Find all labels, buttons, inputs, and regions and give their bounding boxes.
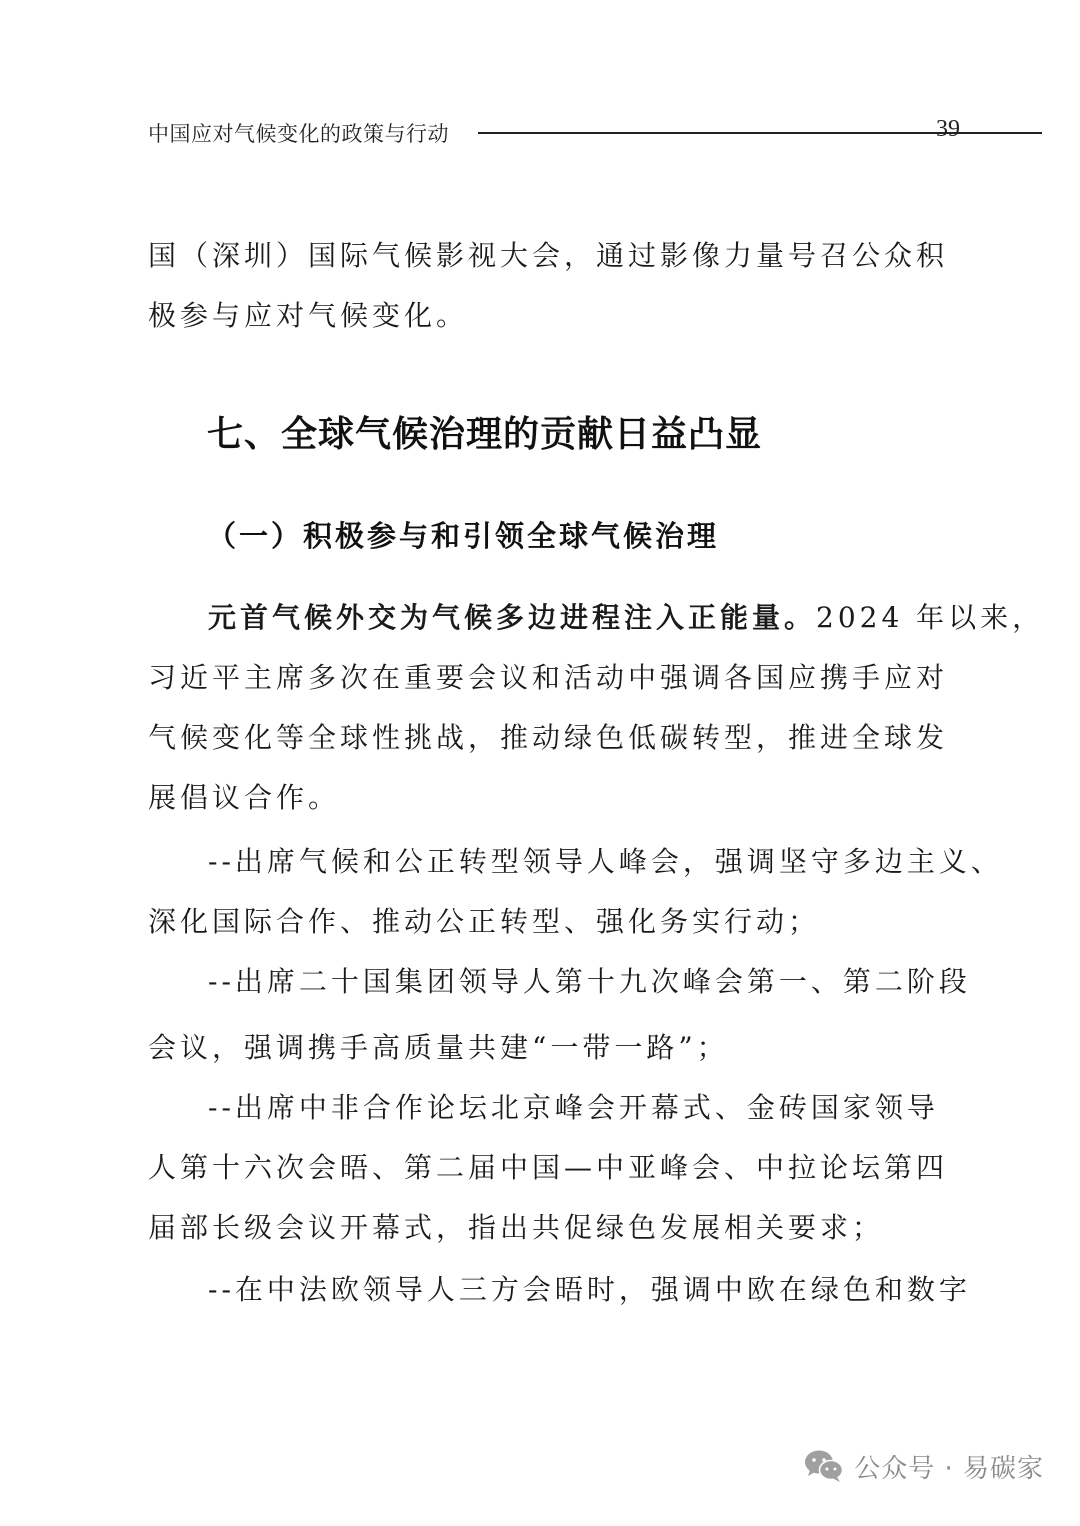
text-line: 气候变化等全球性挑战，推动绿色低碳转型，推进全球发: [148, 721, 949, 754]
wechat-icon: [804, 1449, 844, 1483]
text-line: --出席二十国集团领导人第十九次峰会第一、第二阶段: [208, 965, 971, 998]
text-line: 会议，强调携手高质量共建“一带一路”；: [148, 1031, 729, 1064]
watermark-text: 公众号 · 易碳家: [854, 1453, 1044, 1484]
text-line: --在中法欧领导人三方会晤时，强调中欧在绿色和数字: [208, 1273, 971, 1306]
running-header: [148, 116, 960, 152]
bullet-item: [148, 1078, 949, 1258]
section-heading: 七、全球气候治理的贡献日益凸显: [207, 414, 763, 455]
text-line: 届部长级会议开幕式，指出共促绿色发展相关要求；: [148, 1211, 885, 1244]
text-line: --出席气候和公正转型领导人峰会，强调坚守多边主义、: [208, 845, 1003, 878]
sub-heading: （一）积极参与和引领全球气候治理: [207, 519, 720, 553]
text-line: 展倡议合作。: [148, 781, 341, 814]
header-title: 中国应对气候变化的政策与行动: [148, 122, 449, 146]
text-line: --出席中非合作论坛北京峰会开幕式、金砖国家领导: [208, 1091, 939, 1124]
text-line: 国（深圳）国际气候影视大会，通过影像力量号召公众积: [148, 239, 949, 272]
lead-line-rest: 2024 年以来，: [816, 601, 1045, 634]
text-line: 极参与应对气候变化。: [148, 299, 469, 332]
text-line: 人第十六次会晤、第二届中国—中亚峰会、中拉论坛第四: [148, 1151, 949, 1184]
intro-paragraph: [148, 226, 949, 346]
text-line: 习近平主席多次在重要会议和活动中强调各国应携手应对: [148, 661, 949, 694]
text-line: [148, 588, 1045, 648]
lead-bold-sentence: 元首气候外交为气候多边进程注入正能量。: [208, 601, 817, 634]
watermark: [804, 1446, 1044, 1486]
bullet-item: [148, 832, 1003, 952]
lead-paragraph: [148, 588, 1045, 828]
bullet-item: [148, 1260, 971, 1320]
text-line: 深化国际合作、推动公正转型、强化务实行动；: [148, 905, 821, 938]
page-number: 39: [936, 116, 960, 142]
bullet-item: [148, 952, 971, 1078]
